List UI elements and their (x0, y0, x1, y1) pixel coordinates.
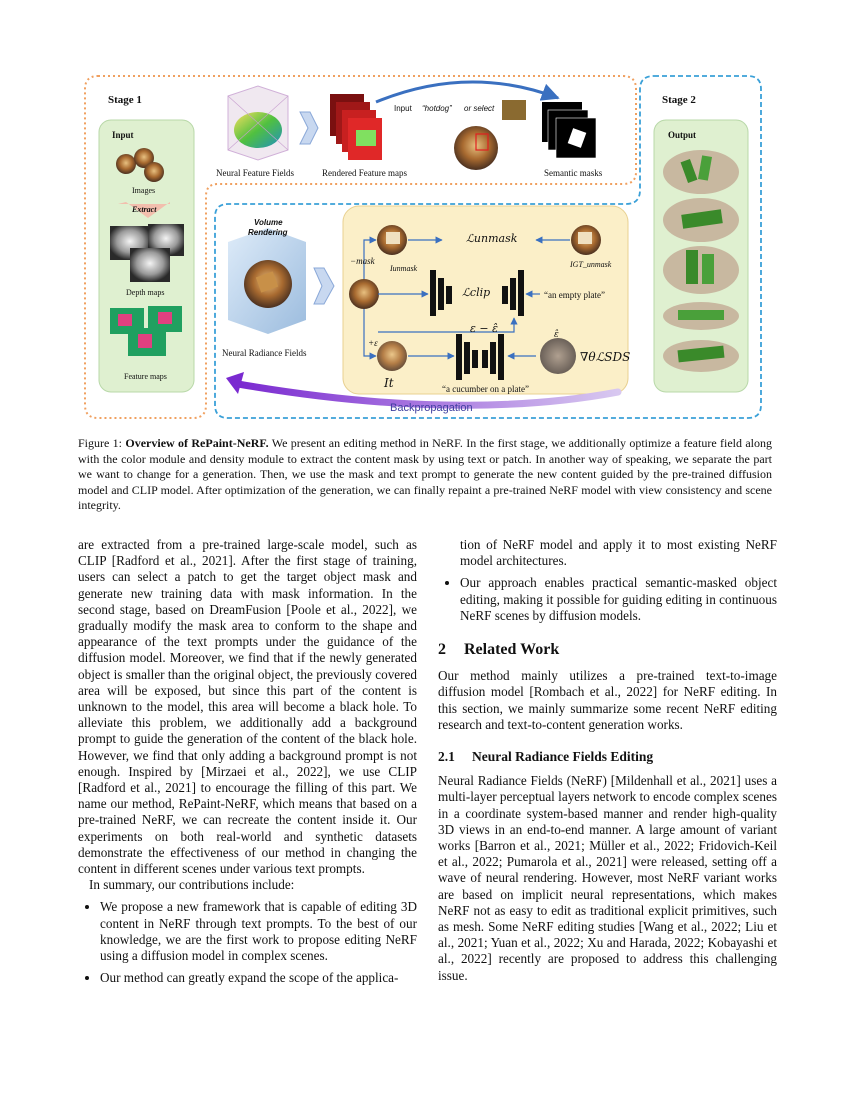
or-select-label: or select (464, 104, 495, 113)
neural-radiance-fields-label: Neural Radiance Fields (222, 348, 307, 358)
caption-title: Overview of RePaint-NeRF. (125, 436, 269, 450)
contributions-list (78, 899, 417, 986)
subsection-title: Neural Radiance Fields Editing (472, 749, 654, 765)
caption-text: We present an editing method in NeRF. In the first stage, we additionally optimize a feature field along with the color module and density module to extract the content mask by using text or patch. In another way of speaking, we separate the part we want to change for a generation. Then, we use the mask and text prompt to generate the new content guided by the pre-trained diffusion model and CLIP model. After optimization of the generation, we can finally repaint a pre-trained NeRF model with view consistency and scene integrity. (78, 436, 772, 512)
minus-mask-label: −mask (350, 256, 375, 266)
render-image (349, 279, 379, 309)
rendering-label: Rendering (248, 228, 288, 237)
eps-diff-label: ε − ε̂ (470, 322, 499, 335)
right-column (438, 537, 777, 984)
contributions-list-cont (438, 575, 777, 624)
contributions-intro: In summary, our contributions include: (89, 877, 295, 893)
overview-figure (78, 72, 768, 422)
i-gt-unmask-label: IGT_unmask (570, 260, 612, 269)
semantic-masks-label: Semantic masks (544, 168, 603, 178)
neural-feature-fields-label: Neural Feature Fields (216, 168, 294, 178)
output-images (654, 142, 748, 382)
volume-label: Volume (254, 218, 283, 227)
feature-to-mask-arrow (376, 82, 558, 102)
patch-thumbnail (502, 100, 526, 120)
grad-sds-label: ∇θℒSDS (580, 350, 631, 364)
section-heading (438, 642, 777, 658)
plus-eps-label: +ε (368, 338, 378, 348)
related-work-paragraph: Our method mainly utilizes a pre-trained text-to-image diffusion model [Rombach et al., 2022] for NeRF editing. In this section, we mainly summarize some recent NeRF editing research and text-to-content generation works. (438, 668, 777, 732)
input-label: Input (112, 130, 134, 140)
section-title: Related Work (464, 641, 560, 659)
caption-label: Figure 1: (78, 436, 126, 450)
empty-plate-prompt: “an empty plate” (544, 290, 605, 300)
subsection-heading (438, 749, 777, 765)
l-clip-label: ℒclip (462, 286, 491, 299)
contribution-item: • We propose a new framework that is capable of editing 3D content in NeRF through text prompts. To the best of our knowledge, we are the first work to propose editing NeRF using a diffusion model in complex scenes. (100, 899, 417, 964)
rendered-feature-maps (330, 94, 382, 160)
eps-hat-label: ε̂ (554, 330, 559, 340)
contribution-item: • Our method can greatly expand the scope of the applica- (100, 970, 417, 986)
depth-maps-label: Depth maps (126, 288, 165, 297)
intro-paragraph: are extracted from a pre-trained large-scale model, such as CLIP [Radford et al., 2021]. After the first stage of training, users can select a patch to get the target object mask and generate new training data with mask information. In the second stage, based on DreamFusion [Poole et al., 2022], we gradually modify the mask area to conform to the shape and appearance of the text prompts under the guidance of the diffusion model. Moreover, we find that if the newly generated object is smaller than the original object, the previously covered area will be exposed, but since this part of the content is unknown to the model, this area will become a black hole. To alleviate this problem, we additionally add a background prompt to guide the generation of the content of the black hole. However, we find that only adding a background prompt is not enough. Inspired by [Mirzaei et al., 2022], we use CLIP [Radford et al., 2021] to encourage the filling of this part. We name our method, RePaint-NeRF, which means that based on a pre-trained NeRF, we can recreate the content inside it. Our experiments on both real-world and synthetic datasets demonstrate the effectiveness of our method in changing the content in different scenes under various text prompts. (78, 537, 417, 877)
bullet-continuation: tion of NeRF model and apply it to most existing NeRF model architectures. (460, 537, 777, 569)
extract-label: Extract (132, 205, 157, 214)
nerf-editing-paragraph: Neural Radiance Fields (NeRF) [Mildenhall et al., 2021] uses a multi-layer perceptual layers network to encode complex scenes in a coordinate system-based manner and render high-quality 3D views in an end-to-end manner. A large amount of variant works [Barron et al., 2021; Müller et al., 2022; Fridovich-Keil et al., 2022; Pumarola et al., 2021] were released, setting off a wave of neural rendering. However, most NeRF variant works are based on implicit neural representations, which makes NeRF not as easy to edit as traditional explicit primitives, such as mesh. Some NeRF editing studies [Wang et al., 2022; Liu et al., 2021; Yuan et al., 2022; Xu and Harada, 2022; Kobayashi et al., 2022] recently are proposed to address this challenging issue. (438, 773, 777, 983)
stage1-label: Stage 1 (108, 94, 142, 106)
stage1-chevron (300, 112, 318, 144)
images-label: Images (132, 186, 156, 195)
semantic-mask-stack (542, 102, 596, 158)
stage2-label: Stage 2 (662, 94, 696, 106)
hotdog-prompt: “hotdog” (422, 104, 452, 113)
input-text-label: Input (394, 104, 412, 113)
figure-caption (78, 436, 772, 514)
feature-field-cube (228, 86, 288, 160)
backprop-label: Backpropagation (390, 402, 473, 414)
output-label: Output (668, 130, 697, 140)
noise-image (540, 338, 576, 374)
contribution-item: • Our approach enables practical semantic-masked object editing, making it possible for guiding editing in continuous NeRF scenes by diffusion models. (460, 575, 777, 624)
noised-render (377, 341, 407, 371)
nerf-cube (228, 228, 306, 334)
i-t-label: It (384, 376, 394, 390)
stage2-chevron (314, 268, 334, 304)
cucumber-prompt: “a cucumber on a plate” (442, 384, 529, 394)
section-number: 2 (438, 641, 446, 659)
rendered-feature-maps-label: Rendered Feature maps (322, 168, 407, 178)
i-unmask-label: Iunmask (390, 264, 418, 273)
feature-maps-label: Feature maps (124, 372, 167, 381)
l-unmask-label: ℒunmask (466, 232, 518, 245)
left-column (78, 537, 417, 992)
subsection-number: 2.1 (438, 749, 455, 765)
